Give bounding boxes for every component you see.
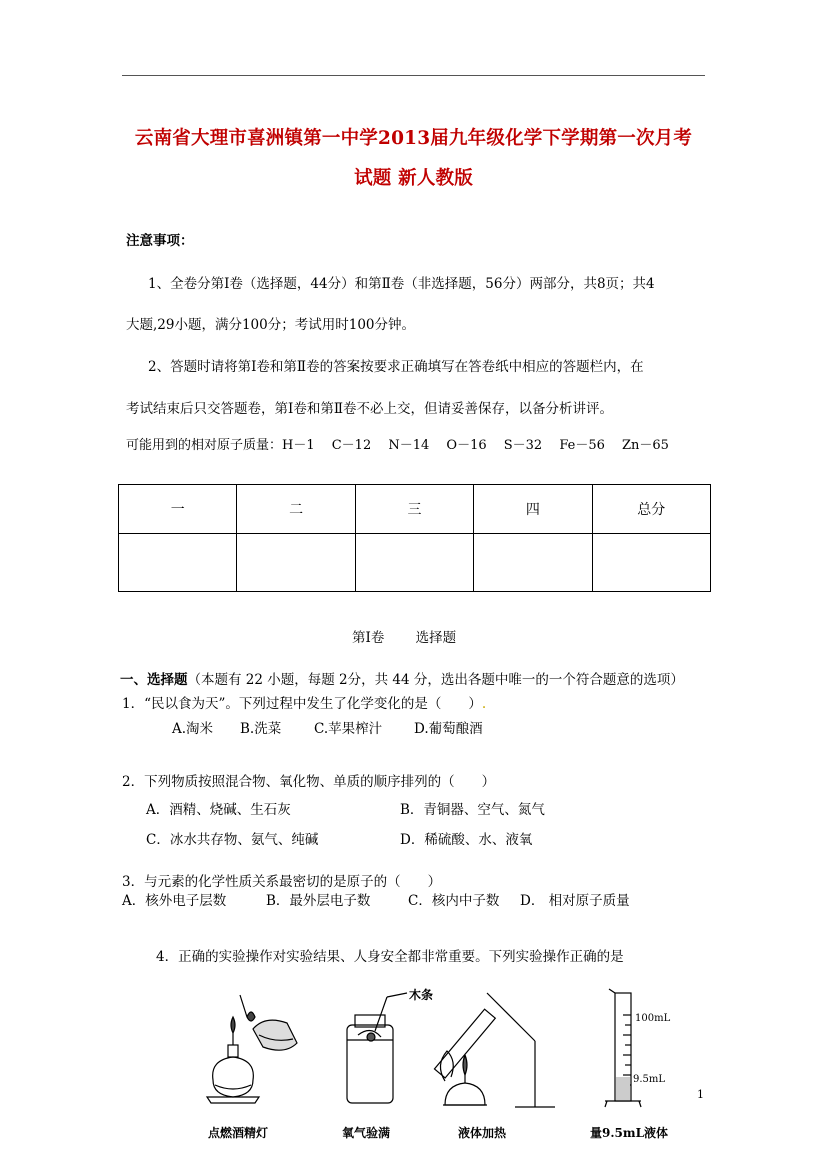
page-number: 1 [697,1088,704,1101]
lab-operations-figure [195,985,695,1120]
question-3-stem: 3．与元素的化学性质关系最密切的是原子的（ ） [122,874,442,890]
section-title: 第Ⅰ卷 选择题 [352,630,457,646]
notice-line-2: 大题,29小题，满分100分；考试用时100分钟。 [126,317,416,333]
q3-option-a: A．核外电子层数 [122,893,227,909]
cylinder-bottom-label: 9.5mL [633,1074,666,1085]
q3-option-b: B．最外层电子数 [266,893,371,909]
score-header-total: 总分 [592,485,710,534]
question-1-text: 1．“民以食为天”。下列过程中发生了化学变化的是（ ） [122,696,482,712]
question-1-stem [122,692,486,712]
cylinder-top-label: 100mL [635,1013,671,1024]
part1-heading [120,668,684,688]
q2-option-c: C．冰水共存物、氨气、纯碱 [146,832,319,848]
q2-option-d: D．稀硫酸、水、液氧 [400,832,533,848]
header-rule [122,75,705,76]
q2-option-b: B．青铜器、空气、氮气 [400,802,545,818]
q1-option-d: D.葡萄酿酒 [414,721,483,737]
q2-option-a: A．酒精、烧碱、生石灰 [146,802,291,818]
caption-liquid-heating: 液体加热 [458,1126,507,1140]
doc-title-line2: 试题 新人教版 [354,168,473,189]
question-1-trail: . [481,696,487,712]
score-table-header-row [119,485,711,534]
score-header-2: 二 [237,485,355,534]
notice-line-3: 2、答题时请将第Ⅰ卷和第Ⅱ卷的答案按要求正确填写在答卷纸中相应的答题栏内，在 [148,359,644,375]
q3-option-d: D． 相对原子质量 [520,893,630,909]
q1-option-a: A.淘米 [172,721,214,737]
score-table [118,484,711,592]
q1-option-c: C.苹果榨汁 [314,721,383,737]
score-cell-1 [119,534,237,592]
question-2-stem: 2．下列物质按照混合物、氧化物、单质的顺序排列的（ ） [122,774,496,790]
q1-option-b: B.洗菜 [240,721,282,737]
score-cell-4 [474,534,592,592]
liquid-heating-illustration [434,993,555,1107]
question-4-stem: 4．正确的实验操作对实验结果、人身安全都非常重要。下列实验操作正确的是 [156,949,624,965]
score-cell-total [592,534,710,592]
wood-stick-label: 木条 [409,988,434,1002]
oxygen-test-illustration [347,993,407,1103]
caption-oxygen-test: 氧气验满 [342,1126,391,1140]
atomic-masses: 可能用到的相对原子质量：H－1 C－12 N－14 O－16 S－32 Fe－56 Zn－65 [126,438,669,453]
part1-heading-rest: （本题有 22 小题，每题 2分，共 44 分，选出各题中唯一的一个符合题意的选项） [187,672,684,688]
graduated-cylinder-illustration [605,989,641,1107]
part1-heading-bold: 一、选择题 [120,672,188,688]
score-cell-2 [237,534,355,592]
alcohol-lamp-lighting-illustration [207,995,297,1103]
caption-light-lamp: 点燃酒精灯 [208,1126,269,1140]
notice-line-1: 1、全卷分第Ⅰ卷（选择题，44分）和第Ⅱ卷（非选择题，56分）两部分，共8页；共4 [148,276,655,292]
doc-title-line1: 云南省大理市喜洲镇第一中学2013届九年级化学下学期第一次月考 [134,128,693,149]
score-table-value-row [119,534,711,592]
notice-line-4: 考试结束后只交答题卷，第Ⅰ卷和第Ⅱ卷不必上交，但请妥善保存，以备分析讲评。 [126,401,614,417]
score-header-1: 一 [119,485,237,534]
caption-measure-liquid: 量9.5mL液体 [590,1126,669,1140]
q3-option-c: C．核内中子数 [408,893,500,909]
notice-heading: 注意事项： [126,233,194,249]
score-header-4: 四 [474,485,592,534]
score-cell-3 [355,534,473,592]
score-header-3: 三 [355,485,473,534]
